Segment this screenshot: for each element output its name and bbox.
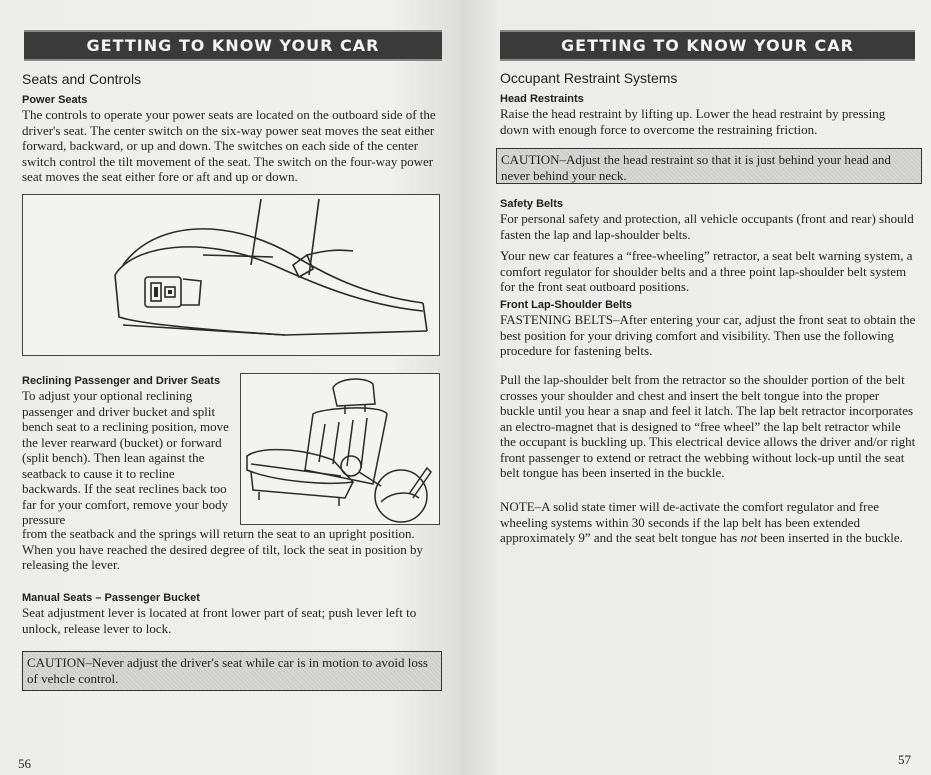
safety-belts-p1: For personal safety and protection, all vehicle occupants (front and rear) should fasten the lap and lap-shoulder belts. [500, 211, 914, 242]
head-restraints-text: Raise the head restraint by lifting up. Lower the head restraint by pressing down with enough force to overcome the restraining friction. [500, 106, 886, 137]
power-seat-illustration-icon [23, 195, 439, 355]
left-caution-box: CAUTION–Never adjust the driver's seat while car is in motion to avoid loss of vehcle control. [22, 651, 442, 691]
manual-seats-heading: Manual Seats – Passenger Bucket [22, 592, 200, 604]
power-seats-text: The controls to operate your power seats are located on the outboard side of the driver's seat. The center switch on the six-way power seat moves the seat either forward, backward, or up and down. The switches on each side of the center switch control the tilt movement of the seat. The switch on the four-way power seat moves the seat either fore or aft and up or down. [22, 107, 436, 184]
reclining-text-wrapped: To adjust your optional reclining passenger and driver bucket and split bench seat to a reclining position, move the lever rearward (bucket) or forward (split bench). Then lean against the seatback to cause it to recline backwards. If the seat reclines back too far for your comfort, remove your body pressure [22, 388, 229, 527]
note-emphasis: not [740, 530, 758, 545]
front-belts-p2: Pull the lap-shoulder belt from the retractor so the shoulder portion of the belt crosses your shoulder and chest and insert the belt tongue into the proper buckle until you hear a snap and feel it latch. The lap belt retractor incorporates an electro-magnet that is designed to “free wheel” the lap belt retractor while the occupant is buckling up. This electrical device allows the driver and/or right front passenger to extend or retract the webbing without lock-up until the seat belt tongue has been inserted in the buckle. [500, 372, 916, 480]
head-restraints-heading: Head Restraints [500, 93, 584, 105]
front-belts-heading: Front Lap-Shoulder Belts [500, 299, 632, 311]
reclining-seat-illustration-icon [241, 374, 439, 524]
reclining-seat-figure [240, 373, 440, 525]
power-seat-figure [22, 194, 440, 356]
reclining-heading: Reclining Passenger and Driver Seats [22, 375, 221, 387]
front-belts-p1: FASTENING BELTS–After entering your car, adjust the front seat to obtain the best position for your driving comfort and visibility. Then use the following procedure for fastening belts. [500, 312, 916, 358]
page-number-right: 57 [898, 752, 911, 767]
left-page [0, 0, 462, 775]
right-banner: GETTING TO KNOW YOUR CAR [500, 30, 915, 61]
right-caution-box: CAUTION–Adjust the head restraint so that it is just behind your head and never behind your neck. [496, 148, 922, 184]
safety-belts-heading: Safety Belts [500, 198, 563, 210]
right-page [462, 0, 931, 775]
section-title-restraints: Occupant Restraint Systems [500, 70, 678, 86]
reclining-text-full: from the seatback and the springs will return the seat to an upright position. When you have reached the desired degree of tilt, lock the seat in position by releasing the lever. [22, 526, 424, 572]
section-title-seats: Seats and Controls [22, 71, 142, 87]
front-belts-note [500, 499, 916, 546]
note-pre: NOTE–A solid state timer will de-activate the comfort regulator and free wheeling systems within 30 seconds if the lap belt has been extended approximately 9” and the seat belt tongue has [500, 499, 880, 545]
left-banner: GETTING TO KNOW YOUR CAR [24, 30, 442, 61]
manual-seats-text: Seat adjustment lever is located at front lower part of seat; push lever left to unlock, release lever to lock. [22, 605, 417, 636]
safety-belts-p2: Your new car features a “free-wheeling” retractor, a seat belt warning system, a comfort regulator for shoulder belts and a three point lap-shoulder belt system for the front seat outboard positions. [500, 248, 913, 294]
power-seats-heading: Power Seats [22, 94, 88, 106]
page-number-left: 56 [18, 756, 31, 771]
note-post: been inserted in the buckle. [757, 530, 903, 545]
